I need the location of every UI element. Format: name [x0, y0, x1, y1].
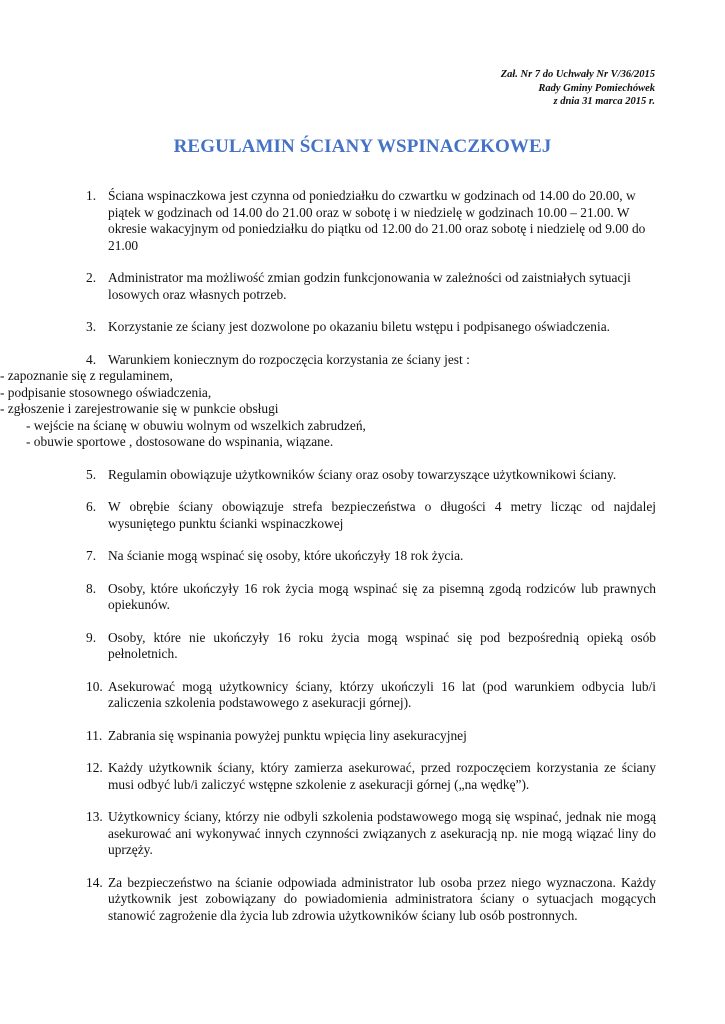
rule-text: Asekurować mogą użytkownicy ściany, którzy ukończyli 16 lat (pod warunkiem odbycia lub/i zaliczenia szkolenia podstawowego z asekuracji górnej). [108, 678, 656, 710]
rule-text: Użytkownicy ściany, którzy nie odbyli szkolenia podstawowego mogą się wspinać, jednak nie mogą asekurować ani wykonywać innych czynności związanych z asekuracją np. nie mogą wiązać liny do uprzęży. [108, 809, 656, 857]
rule-text: Administrator ma możliwość zmian godzin funkcjonowania w zależności od zaistniałych sytuacji losowych oraz własnych potrzeb. [108, 270, 631, 302]
attachment-line-3: z dnia 31 marca 2015 r. [553, 96, 655, 107]
rule-item-5 [86, 467, 656, 484]
rule-item-11 [86, 728, 656, 745]
rule-item-6 [86, 499, 656, 532]
rule-item-13 [86, 809, 656, 859]
rule-item-12 [86, 760, 656, 793]
rule-number: 7. [86, 548, 97, 563]
rule-text: Zabrania się wspinania powyżej punktu wpięcia liny asekuracyjnej [108, 727, 467, 743]
attachment-line-1: Zał. Nr 7 do Uchwały Nr V/36/2015 [500, 69, 655, 80]
requirement-line: - zgłoszenie i zarejestrowanie się w punkcie obsługi [0, 401, 279, 416]
rule-text: Korzystanie ze ściany jest dozwolone po okazaniu biletu wstępu i podpisanego oświadczenia. [108, 319, 610, 334]
rule-text: W obrębie ściany obowiązuje strefa bezpieczeństwa o długości 4 metry licząc od najdalej wysuniętego punktu ścianki wspinaczkowej [108, 499, 656, 531]
requirement-subline: - wejście na ścianę w obuwiu wolnym od wszelkich zabrudzeń, [26, 417, 366, 433]
rule-number: 6. [86, 499, 97, 514]
document-title: REGULAMIN ŚCIANY WSPINACZKOWEJ [173, 136, 552, 157]
rule-number: 9. [86, 629, 97, 645]
rule-number: 11. [86, 727, 103, 743]
rule-item-14 [86, 875, 656, 925]
rule-number: 8. [86, 580, 97, 596]
rule-number: 14. [86, 874, 103, 890]
requirement-line: - podpisanie stosownego oświadczenia, [0, 384, 212, 400]
attachment-header [501, 68, 655, 109]
rule-number: 13. [86, 809, 103, 824]
requirement-line: - zapoznanie się z regulaminem, [0, 368, 173, 383]
requirement-subline: - obuwie sportowe , dostosowane do wspinania, wiązane. [26, 434, 334, 449]
rule-text: Każdy użytkownik ściany, który zamierza asekurować, przed rozpoczęciem korzystania ze ściany musi odbyć lub/i zaliczyć wstępne szkolenie z asekuracji górnej („na wędkę”). [108, 760, 656, 792]
rule-number: 4. [86, 351, 97, 367]
rule-item-3 [86, 319, 656, 336]
rule-item-4 [0, 351, 656, 451]
rules-list [0, 188, 656, 940]
rule-text: Warunkiem koniecznym do rozpoczęcia korzystania ze ściany jest : [108, 351, 470, 367]
rule-item-8 [86, 581, 656, 614]
rule-text: Regulamin obowiązuje użytkowników ściany oraz osoby towarzyszące użytkownikowi ściany. [108, 466, 617, 482]
rule-item-7 [86, 548, 656, 565]
rule-item-9 [86, 630, 656, 663]
rule-text: Na ścianie mogą wspinać się osoby, które ukończyły 18 rok życia. [108, 548, 464, 563]
rule-item-10 [86, 679, 656, 712]
rule-number: 1. [86, 188, 97, 203]
rule-text: Osoby, które nie ukończyły 16 roku życia mogą wspinać się pod bezpośrednią opieką osób pełnoletnich. [108, 629, 656, 661]
attachment-line-2: Rady Gminy Pomiechówek [538, 82, 655, 94]
rule-number: 3. [86, 319, 97, 334]
rule-item-1 [86, 188, 656, 254]
rule-number: 5. [86, 466, 97, 482]
rule-text: Za bezpieczeństwo na ścianie odpowiada administrator lub osoba przez niego wyznaczona. Każdy użytkownik jest zobowiązany do powiadomienia administratora ściany o sytuacjach mogących stanowić zagrożenie dla życia lub zdrowia użytkowników ściany lub osób postronnych. [108, 874, 656, 923]
rule-item-2 [86, 270, 656, 303]
rule-text: Osoby, które ukończyły 16 rok życia mogą wspinać się za pisemną zgodą rodziców lub prawnych opiekunów. [108, 580, 656, 612]
rule-text: Ściana wspinaczkowa jest czynna od poniedziałku do czwartku w godzinach od 14.00 do 20.00, w piątek w godzinach od 14.00 do 21.00 oraz w sobotę i w niedzielę w godzinach 10.00 – 21.00. W okresie wakacyjnym od poniedziałku do piątku od 12.00 do 21.00 oraz sobotę i niedzielę od 9.00 do 21.00 [108, 188, 646, 253]
rule-number: 10. [86, 678, 103, 694]
rule-number: 2. [86, 270, 97, 285]
rule-number: 12. [86, 760, 103, 775]
